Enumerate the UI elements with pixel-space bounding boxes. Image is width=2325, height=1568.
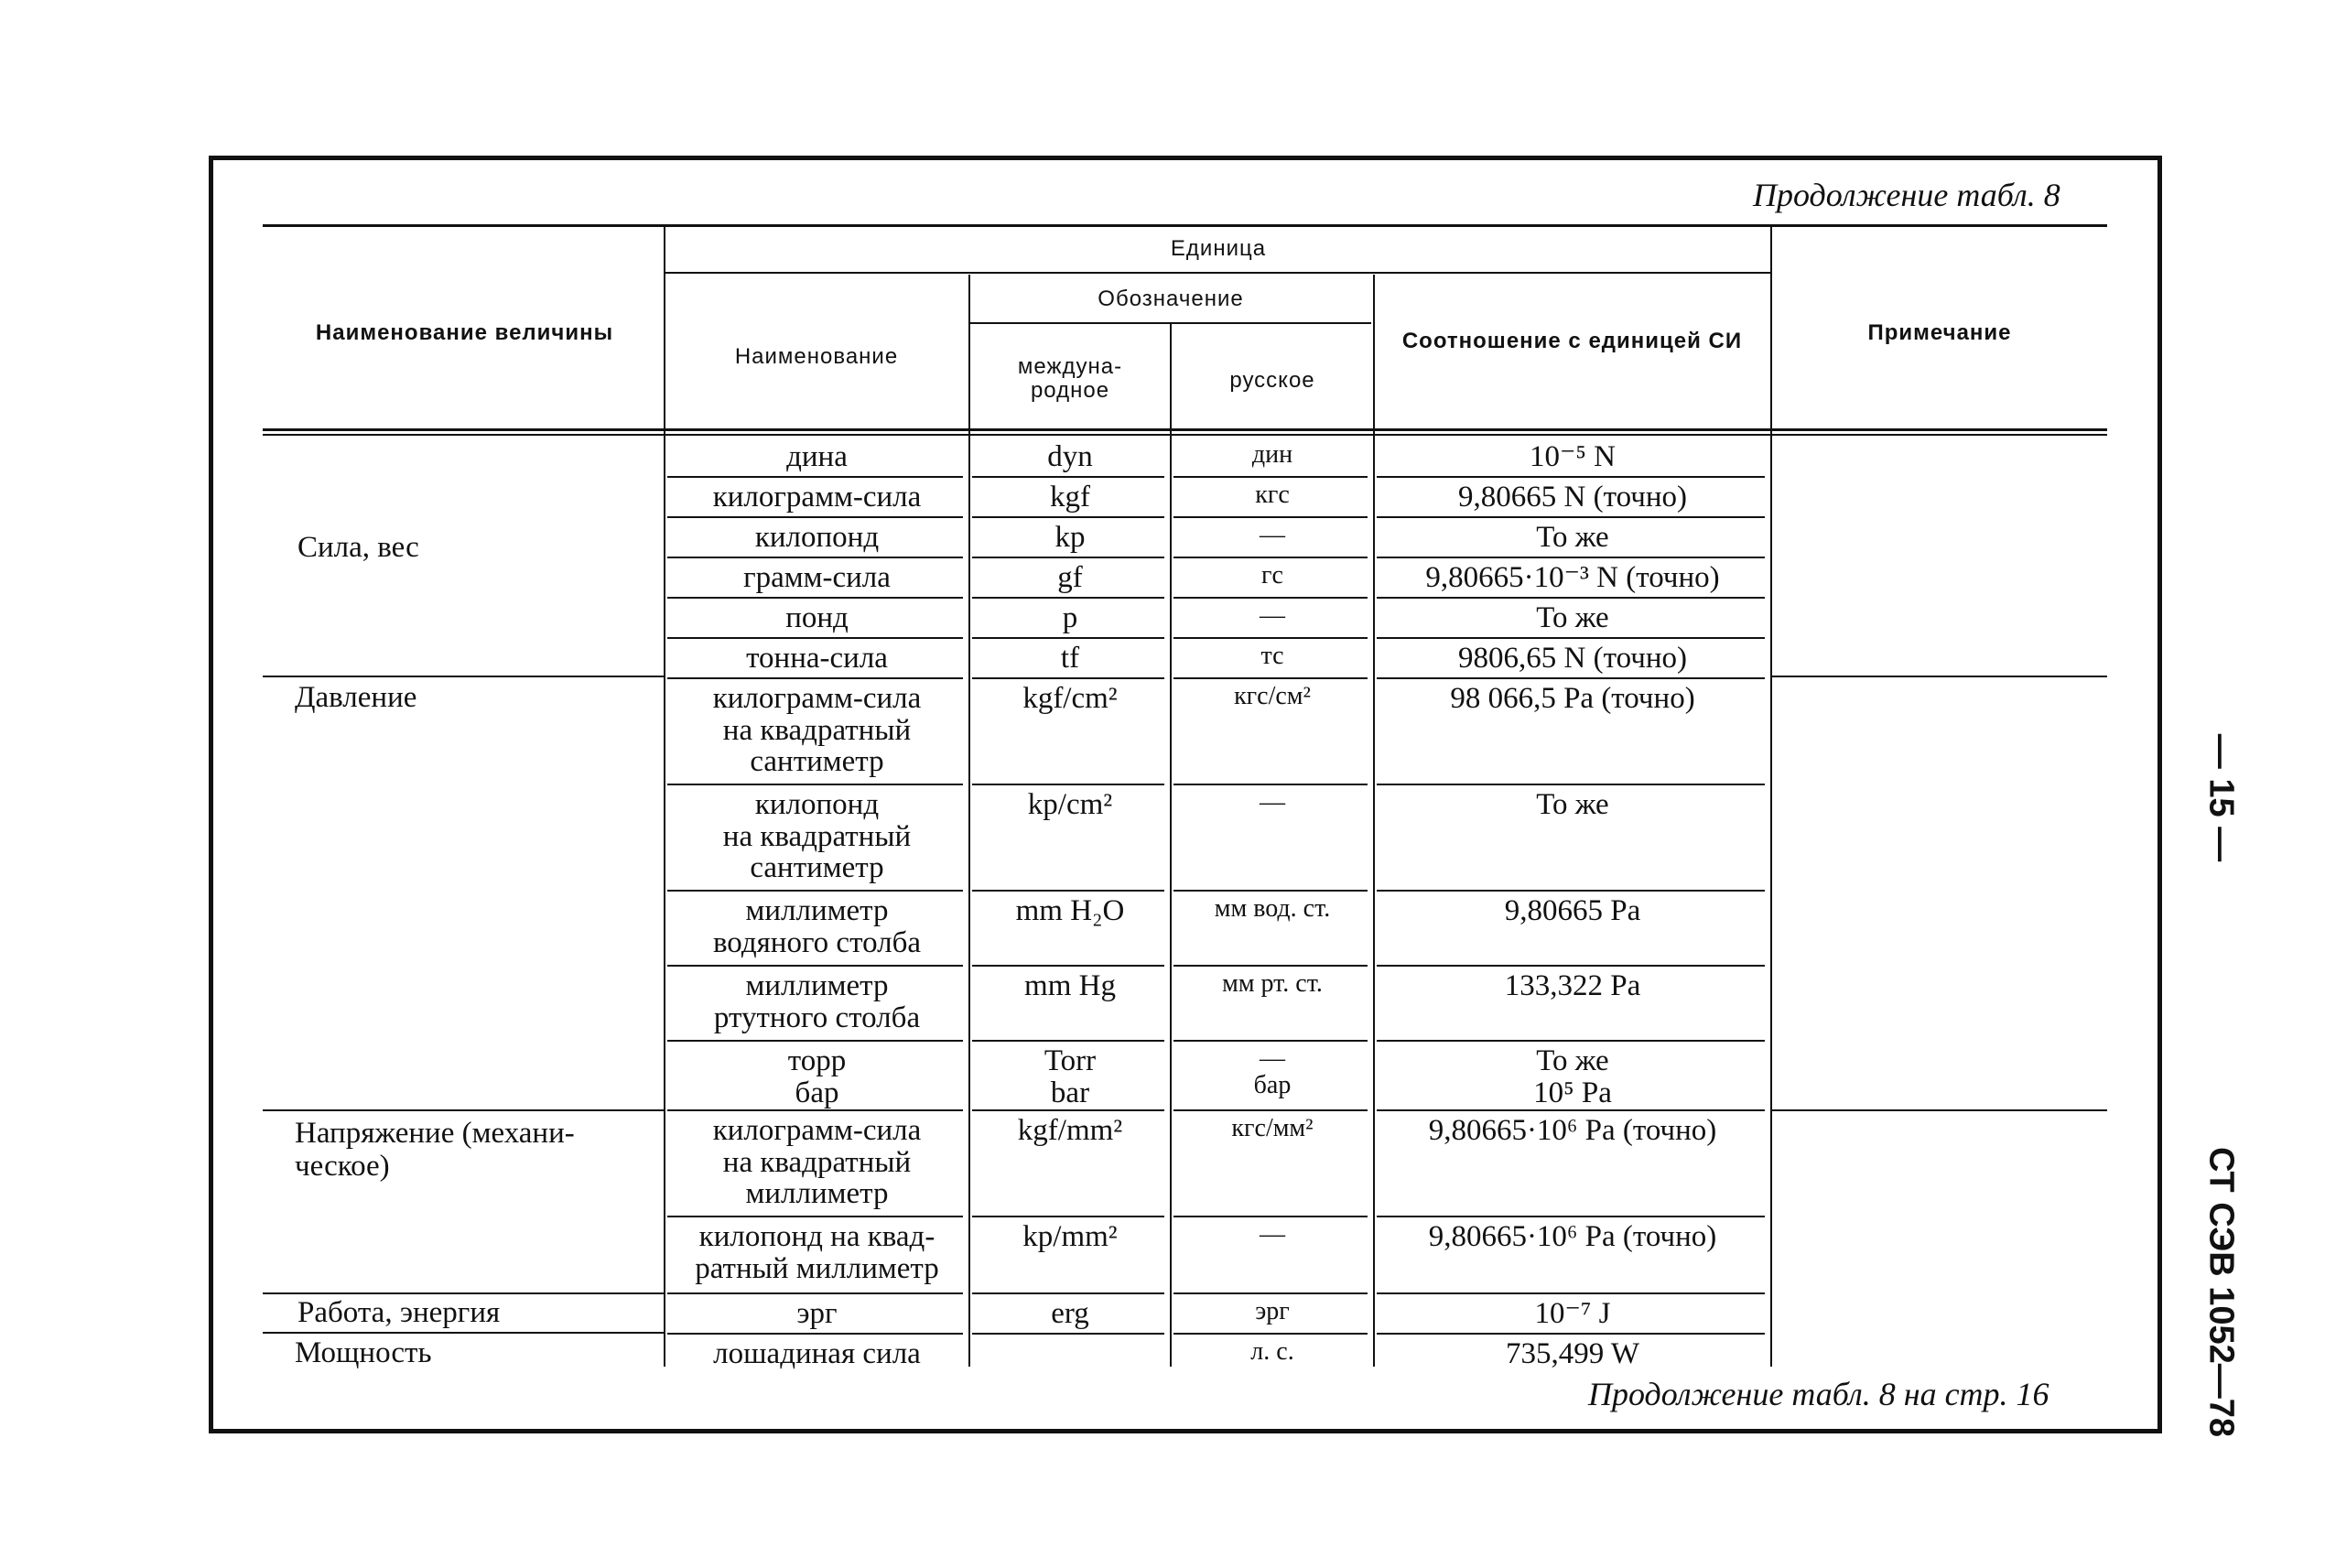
row-rule (972, 1333, 1164, 1335)
cell-international: kp/cm² (1027, 788, 1113, 821)
row-rule (667, 597, 963, 599)
group-force: Сила, вес (297, 531, 419, 564)
cell-russian: кгс (1255, 481, 1290, 509)
cell-international: mm Hg (1024, 969, 1116, 1002)
cell-russian: кгс/см² (1234, 682, 1311, 710)
row-rule (1173, 597, 1368, 599)
header-bottom-rule (263, 428, 2107, 431)
row-rule (1173, 557, 1368, 558)
cell-unit-name: торр бар (787, 1044, 847, 1109)
note-rule-1 (1772, 676, 2107, 677)
cell-unit-name: грамм-сила (743, 561, 891, 594)
header-note: Примечание (1867, 320, 2012, 345)
group-rule-2 (263, 1109, 665, 1111)
cell-si-relation: То же (1536, 601, 1609, 634)
cell-international: kgf/cm² (1022, 682, 1118, 715)
cell-unit-name: килопонд на квадратный сантиметр (722, 788, 912, 885)
header-designation: Обозначение (1098, 287, 1244, 311)
row-rule (667, 784, 963, 785)
row-rule (972, 1216, 1164, 1217)
row-rule (1173, 890, 1368, 892)
row-rule (1377, 1109, 1765, 1111)
row-rule (1173, 1040, 1368, 1042)
cell-russian: — (1260, 1220, 1285, 1249)
row-rule (972, 516, 1164, 518)
note-rule-2 (1772, 1109, 2107, 1111)
row-rule (1173, 516, 1368, 518)
cell-unit-name: миллиметр ртутного столба (713, 969, 921, 1034)
cell-si-relation: 735,499 W (1505, 1337, 1640, 1370)
cell-russian: тс (1260, 642, 1284, 670)
row-rule (972, 890, 1164, 892)
row-rule (667, 1109, 963, 1111)
cell-russian: — бар (1253, 1044, 1292, 1100)
row-rule (667, 890, 963, 892)
row-rule (667, 677, 963, 679)
cell-si-relation: 9,80665·10⁶ Pa (точно) (1428, 1114, 1717, 1147)
cell-russian: — (1260, 601, 1285, 630)
group-rule-3 (263, 1292, 665, 1294)
row-rule (1377, 1333, 1765, 1335)
cell-unit-name: лошадиная сила (713, 1337, 921, 1370)
side-page-number: — 15 — (2201, 733, 2241, 862)
row-rule (667, 476, 963, 478)
cell-si-relation: 9,80665 Pa (1504, 894, 1641, 927)
row-rule (1173, 965, 1368, 967)
header-unit-name: Наименование (734, 344, 899, 369)
row-rule (972, 965, 1164, 967)
unit-header-rule (665, 272, 1771, 274)
row-rule (1377, 965, 1765, 967)
row-rule (972, 1292, 1164, 1294)
row-rule (972, 476, 1164, 478)
cell-international: kp (1054, 521, 1086, 554)
side-standard: СТ СЭВ 1052—78 (2201, 1146, 2241, 1438)
cell-international: gf (1057, 561, 1083, 594)
row-rule (1377, 1292, 1765, 1294)
cell-russian: эрг (1255, 1297, 1290, 1325)
row-rule (667, 1216, 963, 1217)
cell-unit-name: килограмм-сила на квадратный сантиметр (712, 682, 922, 779)
cell-si-relation: То же (1536, 788, 1609, 821)
cell-si-relation: 9,80665·10⁻³ N (точно) (1425, 561, 1720, 594)
row-rule (1173, 784, 1368, 785)
cell-international: Torr bar (1044, 1044, 1097, 1109)
cell-russian: дин (1251, 440, 1293, 469)
row-rule (1173, 1333, 1368, 1335)
row-rule (1173, 476, 1368, 478)
row-rule (1377, 677, 1765, 679)
row-rule (1377, 1216, 1765, 1217)
col-rule-5 (1770, 227, 1772, 1367)
cell-unit-name: килопонд (754, 521, 880, 554)
cell-si-relation: 9,80665·10⁶ Pa (точно) (1428, 1220, 1717, 1253)
row-rule (667, 1292, 963, 1294)
row-rule (1173, 1292, 1368, 1294)
row-rule (667, 1333, 963, 1335)
caption-bottom: Продолжение табл. 8 на стр. 16 (1588, 1376, 2049, 1412)
cell-si-relation: 10⁻⁷ J (1534, 1297, 1611, 1330)
row-rule (972, 557, 1164, 558)
cell-unit-name: килопонд на квад- ратный миллиметр (695, 1220, 939, 1285)
table-top-rule (263, 224, 2107, 227)
cell-unit-name: тонна-сила (746, 642, 888, 675)
cell-si-relation: 133,322 Pa (1504, 969, 1641, 1002)
group-pressure: Давление (295, 681, 417, 714)
row-rule (667, 516, 963, 518)
row-rule (972, 1040, 1164, 1042)
cell-unit-name: миллиметр водяного столба (712, 894, 922, 959)
col-rule-1 (664, 227, 665, 1367)
row-rule (1377, 890, 1765, 892)
header-bottom-rule-2 (263, 434, 2107, 436)
row-rule (667, 557, 963, 558)
side-margin (2166, 723, 2276, 1501)
cell-unit-name: эрг (796, 1297, 838, 1330)
col-rule-2 (968, 275, 970, 1367)
row-rule (1173, 1216, 1368, 1217)
row-rule (1377, 637, 1765, 639)
cell-si-relation: 9806,65 N (точно) (1458, 642, 1687, 675)
row-rule (1377, 597, 1765, 599)
header-unit: Единица (1170, 236, 1267, 261)
row-rule (1173, 637, 1368, 639)
row-rule (1377, 557, 1765, 558)
row-rule (972, 1109, 1164, 1111)
group-rule-4 (263, 1332, 665, 1334)
cell-russian: л. с. (1250, 1337, 1294, 1366)
col-rule-3 (1170, 322, 1172, 1367)
cell-si-relation: То же (1536, 521, 1609, 554)
cell-international: kgf (1050, 481, 1090, 514)
row-rule (1173, 1109, 1368, 1111)
cell-international: kp/mm² (1022, 1220, 1118, 1253)
header-si-relation: Соотношение с единицей СИ (1401, 329, 1743, 353)
row-rule (972, 784, 1164, 785)
cell-russian: гс (1261, 561, 1283, 589)
row-rule (1377, 516, 1765, 518)
cell-si-relation: 98 066,5 Pa (точно) (1450, 682, 1695, 715)
row-rule (1377, 784, 1765, 785)
cell-international: dyn (1047, 440, 1093, 473)
group-stress: Напряжение (механи- ческое) (295, 1117, 575, 1184)
cell-russian: — (1260, 521, 1285, 549)
cell-russian: кгс/мм² (1231, 1114, 1314, 1142)
cell-si-relation: 9,80665 N (точно) (1458, 481, 1687, 514)
caption-top: Продолжение табл. 8 (1753, 177, 2060, 213)
row-rule (972, 597, 1164, 599)
cell-russian: мм вод. ст. (1214, 894, 1331, 923)
cell-international: mm H₂O (1015, 894, 1125, 927)
cell-unit-name: дина (786, 440, 848, 473)
cell-international: kgf/mm² (1017, 1114, 1123, 1147)
cell-unit-name: килограмм-сила на квадратный миллиметр (712, 1114, 922, 1211)
group-work: Работа, энергия (297, 1296, 501, 1329)
row-rule (667, 637, 963, 639)
cell-international: tf (1060, 642, 1080, 675)
col-rule-4 (1373, 275, 1375, 1367)
cell-russian: — (1260, 788, 1285, 816)
cell-international: p (1062, 601, 1078, 634)
row-rule (1173, 677, 1368, 679)
header-quantity-name: Наименование величины (315, 320, 614, 345)
row-rule (1377, 476, 1765, 478)
cell-unit-name: килограмм-сила (712, 481, 922, 514)
cell-unit-name: понд (785, 601, 849, 634)
row-rule (1377, 1040, 1765, 1042)
row-rule (667, 1040, 963, 1042)
cell-si-relation: То же 10⁵ Pa (1533, 1044, 1612, 1109)
group-power: Мощность (295, 1336, 432, 1369)
header-russian: русское (1229, 368, 1315, 393)
cell-russian: мм рт. ст. (1222, 969, 1323, 998)
row-rule (667, 965, 963, 967)
row-rule (972, 677, 1164, 679)
row-rule (972, 637, 1164, 639)
cell-international: erg (1051, 1297, 1089, 1330)
cell-si-relation: 10⁻⁵ N (1529, 440, 1616, 473)
header-international: междуна- родное (1017, 354, 1123, 404)
group-rule-1 (263, 676, 665, 677)
